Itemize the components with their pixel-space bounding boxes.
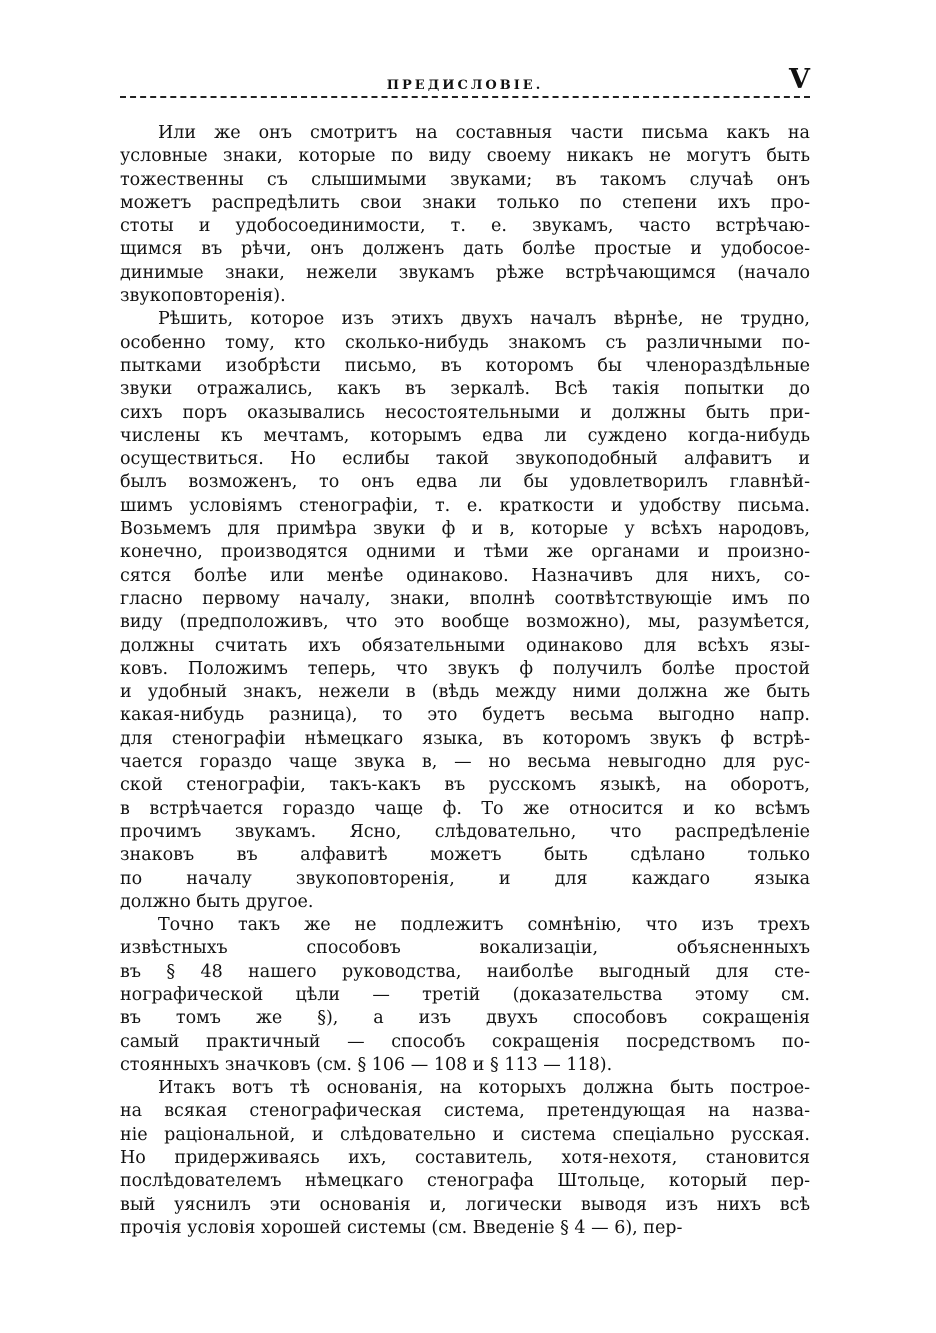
text-line: условные знаки, которые по виду своему никакъ не могутъ быть xyxy=(120,146,810,167)
text-line: ковъ. Положимъ теперь, что звукъ ф получилъ болѣе простой xyxy=(120,658,810,679)
text-line: щимся въ рѣчи, онъ долженъ дать болѣе простые и удобосое- xyxy=(120,239,810,260)
paragraph xyxy=(120,308,810,914)
text-line: стоты и удобосоединимости, т. е. звукамъ, часто встрѣчаю- xyxy=(120,216,810,237)
text-line: Но придерживаясь ихъ, составитель, хотя-нехотя, становится xyxy=(120,1148,810,1169)
text-line: стоянныхъ значковъ (см. § 106 — 108 и § 113 — 118). xyxy=(120,1054,613,1075)
text-line: числены къ мечтамъ, которымъ едва ли суждено когда-нибудь xyxy=(120,425,810,446)
text-line: сятся болѣе или менѣе одинаково. Назначивъ для нихъ, со- xyxy=(120,565,810,586)
paragraph xyxy=(120,122,810,308)
text-line: Рѣшить, которое изъ этихъ двухъ началъ вѣрнѣе, не трудно, xyxy=(158,309,810,330)
text-line: ской стенографіи, такъ-какъ въ русскомъ языкѣ, на оборотъ, xyxy=(120,775,810,796)
header-rule xyxy=(120,96,810,98)
text-line: звукоповторенія). xyxy=(120,286,286,307)
text-line: въ томъ же §), а изъ двухъ способовъ сокращенія xyxy=(120,1008,810,1029)
paragraph xyxy=(120,914,810,1077)
text-line: чается гораздо чаще звука в, — но весьма невыгодно для рус- xyxy=(120,752,810,773)
text-line: можетъ распредѣлить свои знаки только по степени ихъ про- xyxy=(120,192,810,213)
text-line: на всякая стенографическая система, претендующая на назва- xyxy=(120,1101,810,1122)
text-line: Или же онъ смотритъ на составныя части письма какъ на xyxy=(158,123,810,143)
text-line: динимые знаки, нежели звукамъ рѣже встрѣчающимся (начало xyxy=(120,262,810,283)
text-line: ніе раціональной, и слѣдовательно и система спеціально русская. xyxy=(120,1124,810,1145)
text-line: знаковъ въ алфавитѣ можетъ быть сдѣлано только xyxy=(120,845,810,866)
text-line: конечно, производятся одними и тѣми же органами и произно- xyxy=(120,542,810,563)
text-line: сихъ поръ оказывались несостоятельными и должны быть при- xyxy=(120,402,810,423)
text-line: Точно такъ же не подлежитъ сомнѣнію, что изъ трехъ xyxy=(158,915,810,936)
text-line: осуществиться. Но еслибы такой звукоподобный алфавитъ и xyxy=(120,449,810,470)
text-line: гласно первому началу, знаки, вполнѣ соотвѣтствующіе имъ по xyxy=(120,588,810,609)
page-number: V xyxy=(789,64,810,95)
text-line: былъ возможенъ, то онъ едва ли бы удовлетворилъ главнѣй- xyxy=(120,472,810,493)
text-line: звуки отражались, какъ въ зеркалѣ. Всѣ такія попытки до xyxy=(120,379,810,400)
text-line: по началу звукоповторенія, и для каждаго языка xyxy=(120,868,810,889)
text-line: шимъ условіямъ стенографіи, т. е. краткости и удобству письма. xyxy=(120,495,810,516)
text-line: прочимъ звукамъ. Ясно, слѣдовательно, что распредѣленіе xyxy=(120,821,810,842)
text-line: виду (предположивъ, что это вообще возможно), мы, разумѣется, xyxy=(120,612,810,633)
text-line: нографической цѣли — третій (доказательства этому см. xyxy=(120,984,810,1005)
text-line: для стенографіи нѣмецкаго языка, въ которомъ звукъ ф встрѣ- xyxy=(120,728,810,749)
paragraph xyxy=(120,1077,810,1240)
text-line: вый уяснилъ эти основанія и, логически выводя изъ нихъ всѣ xyxy=(120,1194,810,1215)
text-line: особенно тому, кто сколько-нибудь знакомъ съ различными по- xyxy=(120,332,810,353)
text-line: какая-нибудь разница), то это будетъ весьма выгодно напр. xyxy=(120,705,810,726)
text-line: послѣдователемъ нѣмецкаго стенографа Штольце, который пер- xyxy=(120,1171,810,1192)
text-line: должны считать ихъ обязательными одинаково для всѣхъ язы- xyxy=(120,635,810,656)
page-header xyxy=(120,62,810,98)
text-line: пытками изобрѣсти письмо, въ которомъ бы членораздѣльные xyxy=(120,355,810,376)
text-line: в встрѣчается гораздо чаще ф. То же относится и ко всѣмъ xyxy=(120,798,810,819)
text-line: тожественны съ слышимыми звуками; въ такомъ случаѣ онъ xyxy=(120,169,810,190)
text-line: извѣстныхъ способовъ вокализаціи, объясненныхъ xyxy=(120,938,810,959)
text-line: Итакъ вотъ тѣ основанія, на которыхъ должна быть построе- xyxy=(158,1078,810,1099)
body-text xyxy=(120,122,810,1240)
text-line: въ § 48 нашего руководства, наиболѣе выгодный для сте- xyxy=(120,961,810,982)
text-line: прочія условія хорошей системы (см. Введеніе § 4 — 6), пер- xyxy=(120,1217,683,1238)
running-title: ПРЕДИСЛОВІЕ. xyxy=(386,78,544,93)
text-line: и удобный знакъ, нежели в (вѣдь между ними должна же быть xyxy=(120,682,810,703)
text-line: самый практичный — способъ сокращенія посредствомъ по- xyxy=(120,1031,810,1052)
text-line: Возьмемъ для примѣра звуки ф и в, которые у всѣхъ народовъ, xyxy=(120,519,810,540)
text-line: должно быть другое. xyxy=(120,891,314,912)
